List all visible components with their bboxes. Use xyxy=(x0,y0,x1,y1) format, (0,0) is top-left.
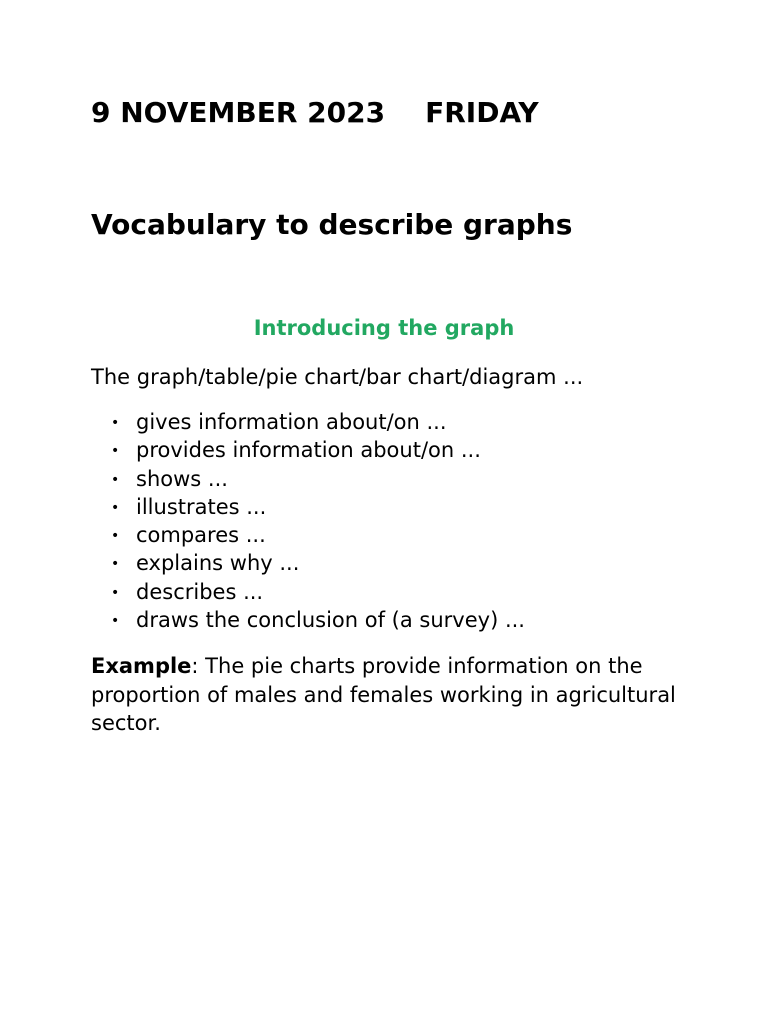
list-item xyxy=(91,408,525,436)
example-paragraph xyxy=(91,652,691,738)
bullet-icon: • xyxy=(111,556,120,573)
date-text: 9 NOVEMBER 2023 xyxy=(91,96,386,129)
list-item-text: provides information about/on ... xyxy=(136,438,481,463)
list-item-text: explains why ... xyxy=(136,551,300,576)
page-title: Vocabulary to describe graphs xyxy=(91,208,573,241)
list-item xyxy=(91,493,525,521)
section-heading: Introducing the graph xyxy=(253,316,515,340)
bullet-icon: • xyxy=(111,415,120,431)
list-item-text: shows ... xyxy=(136,466,228,491)
verb-list xyxy=(91,408,525,634)
list-item-text: illustrates ... xyxy=(136,494,267,519)
list-item xyxy=(91,436,525,464)
day-text: FRIDAY xyxy=(425,96,539,129)
list-item-text: describes ... xyxy=(136,579,264,604)
intro-sentence: The graph/table/pie chart/bar chart/diagram ... xyxy=(91,365,584,389)
list-item xyxy=(91,578,525,606)
list-item xyxy=(91,549,525,577)
list-item-text: draws the conclusion of (a survey) ... xyxy=(136,608,525,633)
bullet-icon: • xyxy=(111,584,120,601)
list-item xyxy=(91,606,525,634)
list-item xyxy=(91,521,525,549)
example-label: Example xyxy=(91,654,192,678)
example-text: The pie charts provide information on the proportion of males and females working in agricultural sector. xyxy=(91,654,676,735)
list-item-text: compares ... xyxy=(136,523,266,548)
bullet-icon: • xyxy=(111,499,120,516)
list-item xyxy=(91,465,525,493)
bullet-icon: • xyxy=(111,443,120,460)
bullet-icon: • xyxy=(111,528,120,545)
date-line xyxy=(91,95,539,131)
bullet-icon: • xyxy=(111,613,120,630)
list-item-text: gives information about/on ... xyxy=(136,410,447,434)
bullet-icon: • xyxy=(111,471,120,488)
example-separator: : xyxy=(191,654,199,678)
